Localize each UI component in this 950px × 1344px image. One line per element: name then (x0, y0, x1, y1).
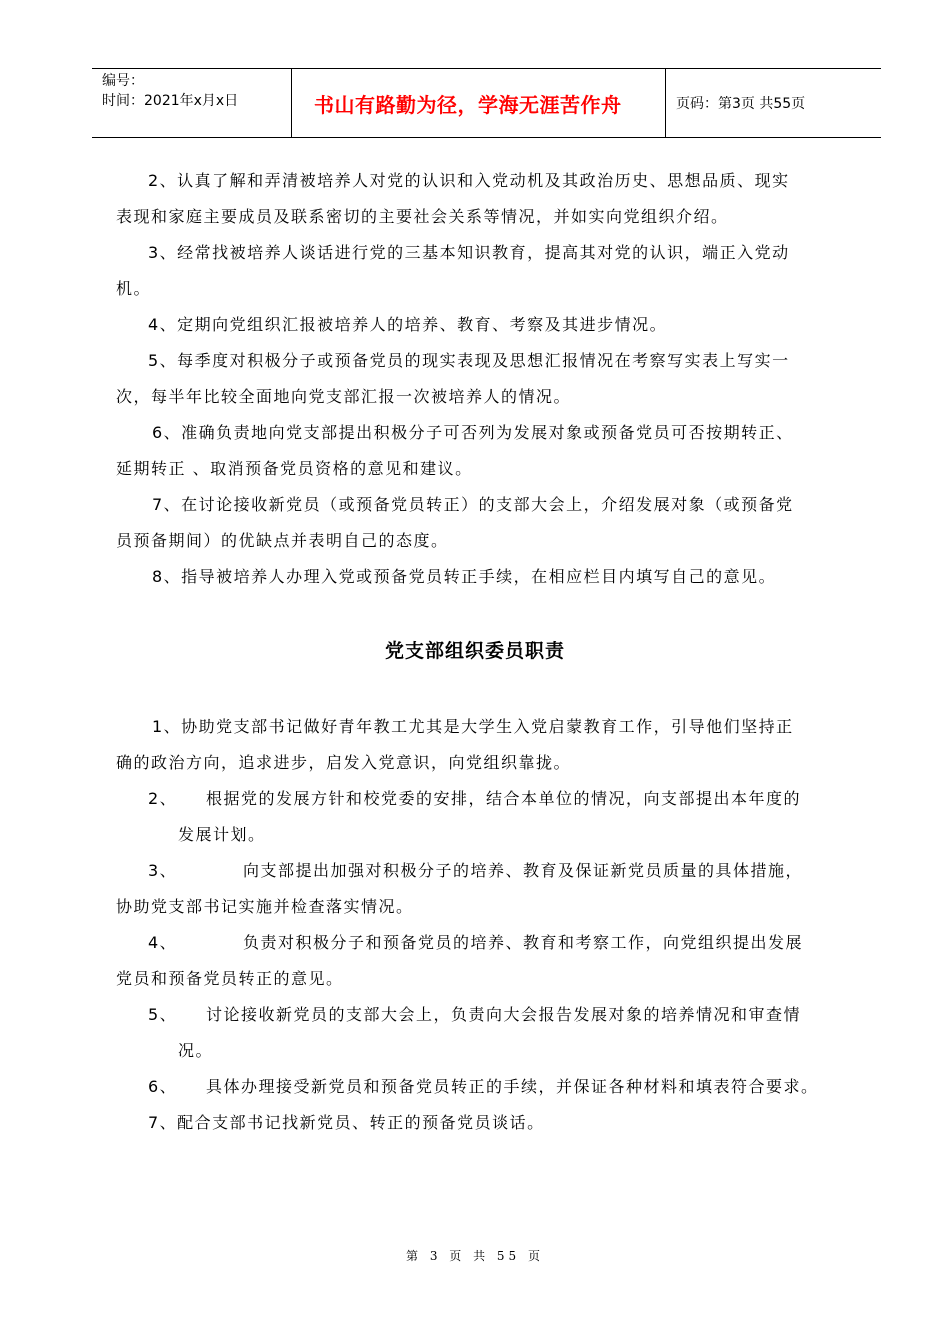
number-label: 编号： (102, 73, 144, 89)
header-page-label: 页码：第3页 共55页 (676, 96, 806, 112)
paragraph-line: 2、认真了解和弄清被培养人对党的认识和入党动机及其政治历史、思想品质、现实 (148, 171, 790, 190)
paragraph-line: 机。 (116, 279, 152, 298)
duty-line: 1、协助党支部书记做好青年教工尤其是大学生入党启蒙教育工作，引导他们坚持正 (152, 717, 794, 736)
page-footer: 第 3 页 共 55 页 (406, 1249, 544, 1263)
duty-line: 党员和预备党员转正的意见。 (116, 969, 344, 988)
header-motto: 书山有路勤为径，学海无涯苦作舟 (292, 69, 666, 137)
paragraph-line: 4、定期向党组织汇报被培养人的培养、教育、考察及其进步情况。 (148, 315, 668, 334)
section-committee-duties (116, 709, 876, 1141)
duty-line (116, 1069, 876, 1105)
duty-number: 5、 (148, 1005, 178, 1024)
duty-number: 4、 (148, 933, 178, 952)
duty-line: 确的政治方向，追求进步，启发入党意识，向党组织靠拢。 (116, 753, 572, 772)
time-label: 时间：2021年x月x日 (102, 93, 239, 109)
section-title: 党支部组织委员职责 (384, 640, 565, 662)
duty-number: 3、 (148, 861, 178, 880)
paragraph-line: 6、准确负责地向党支部提出积极分子可否列为发展对象或预备党员可否按期转正、 (152, 423, 794, 442)
duty-text: 讨论接收新党员的支部大会上，负责向大会报告发展对象的培养情况和审查情 (206, 1005, 802, 1024)
duty-text: 向支部提出加强对积极分子的培养、教育及保证新党员质量的具体措施， (243, 861, 804, 880)
header-meta (92, 69, 292, 137)
duty-line: 7、配合支部书记找新党员、转正的预备党员谈话。 (148, 1113, 545, 1132)
paragraph-line: 8、指导被培养人办理入党或预备党员转正手续，在相应栏目内填写自己的意见。 (152, 567, 777, 586)
paragraph-line: 次，每半年比较全面地向党支部汇报一次被培养人的情况。 (116, 387, 572, 406)
paragraph-line: 3、经常找被培养人谈话进行党的三基本知识教育，提高其对党的认识，端正入党动 (148, 243, 790, 262)
section-responsibilities-continued (116, 163, 876, 595)
paragraph-line: 5、每季度对积极分子或预备党员的现实表现及思想汇报情况在考察写实表上写实一 (148, 351, 790, 370)
page-header (92, 68, 881, 138)
duty-line (116, 853, 876, 889)
duty-line (116, 781, 876, 817)
paragraph-line: 表现和家庭主要成员及联系密切的主要社会关系等情况，并如实向党组织介绍。 (116, 207, 729, 226)
paragraph-line: 员预备期间）的优缺点并表明自己的态度。 (116, 531, 449, 550)
duty-number: 6、 (148, 1077, 178, 1096)
paragraph-line: 延期转正 、取消预备党员资格的意见和建议。 (116, 459, 473, 478)
duty-text: 负责对积极分子和预备党员的培养、教育和考察工作，向党组织提出发展 (243, 933, 804, 952)
duty-line: 协助党支部书记实施并检查落实情况。 (116, 897, 414, 916)
duty-line: 发展计划。 (178, 825, 266, 844)
duty-line (116, 997, 876, 1033)
duty-text: 具体办理接受新党员和预备党员转正的手续，并保证各种材料和填表符合要求。 (206, 1077, 819, 1096)
duty-line: 况。 (178, 1041, 214, 1060)
duty-number: 2、 (148, 789, 178, 808)
duty-line (116, 925, 876, 961)
paragraph-line: 7、在讨论接收新党员（或预备党员转正）的支部大会上，介绍发展对象（或预备党 (152, 495, 794, 514)
duty-text: 根据党的发展方针和校党委的安排，结合本单位的情况，向支部提出本年度的 (206, 789, 802, 808)
